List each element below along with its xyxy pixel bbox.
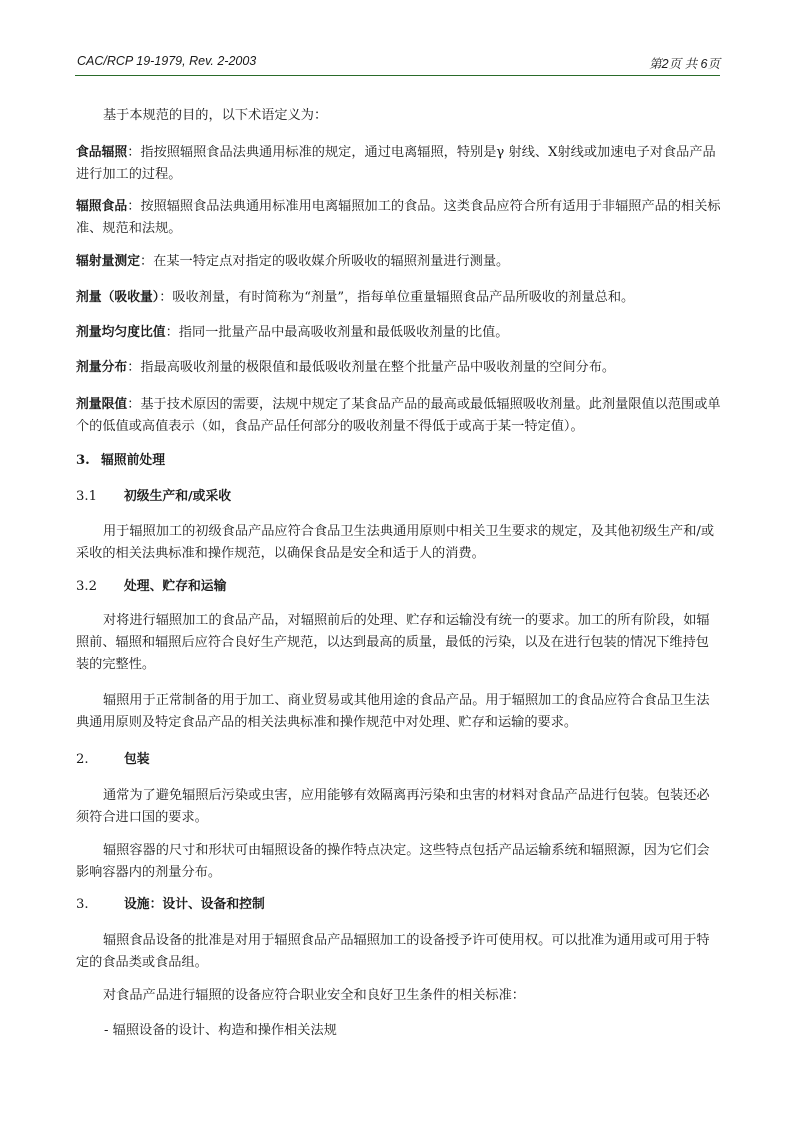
definition-text: 指同一批量产品中最高吸收剂量和最低吸收剂量的比值。: [178, 325, 509, 340]
definition-term: 剂量（吸收量）: [76, 290, 160, 305]
definition-term: 辐照食品: [76, 199, 128, 214]
definition-dose-uniformity-ratio: 剂量均匀度比值：指同一批量产品中最高吸收剂量和最低吸收剂量的比值。: [76, 325, 509, 340]
definition-text: 基于技术原因的需要，法规中规定了某食品产品的最高或最低辐照吸收剂量。此剂量限值以范围或单个的低值或高值表示（如，食品产品任何部分的吸收剂量不得低于或高于某一特定值）。: [76, 397, 721, 434]
section-number: 3.: [76, 897, 89, 912]
definition-dose: 剂量（吸收量）：吸收剂量，有时简称为“剂量”，指每单位重量辐照食品产品所吸收的剂量总和。: [76, 290, 635, 305]
definition-term: 剂量分布: [76, 360, 128, 375]
document-reference: CAC/RCP 19-1979, Rev. 2-2003: [77, 54, 257, 68]
section-title: 设施：设计、设备和控制: [124, 897, 265, 912]
definition-term: 剂量限值: [76, 397, 128, 412]
definition-term: 辐射量测定: [76, 254, 140, 269]
paragraph-handling: 对将进行辐照加工的食品产品，对辐照前后的处理、贮存和运输没有统一的要求。加工的所有阶段，如辐照前、辐照和辐照后应符合良好生产规范，以达到最高的质量，最低的污染，以及在进行包装的情况下维持包装的完整性。: [76, 613, 710, 672]
section-number: 2.: [76, 752, 89, 767]
definition-text: 指按照辐照食品法典通用标准的规定，通过电离辐照，特别是γ 射线、X射线或加速电子对食品产品进行加工的过程。: [76, 145, 716, 182]
definition-text: 吸收剂量，有时简称为“剂量”，指每单位重量辐照食品产品所吸收的剂量总和。: [172, 290, 635, 305]
definition-dose-limit: 剂量限值：基于技术原因的需要，法规中规定了某食品产品的最高或最低辐照吸收剂量。此剂量限值以范围或单个的低值或高值表示（如，食品产品任何部分的吸收剂量不得低于或高于某一特定值）。: [76, 397, 721, 434]
paragraph-primary-production: 用于辐照加工的初级食品产品应符合食品卫生法典通用原则中相关卫生要求的规定，及其他初级生产和/或采收的相关法典标准和操作规范，以确保食品是安全和适于人的消费。: [76, 524, 715, 561]
page-header: [75, 54, 720, 72]
definition-term: 剂量均匀度比值: [76, 325, 166, 340]
section-title: 包装: [124, 752, 150, 767]
definition-irradiated-food: 辐照食品：按照辐照食品法典通用标准用电离辐照加工的食品。这类食品应符合所有适用于非辐照产品的相关标准、规范和法规。: [76, 199, 721, 236]
paragraph-commercial-use: 辐照用于正常制备的用于加工、商业贸易或其他用途的食品产品。用于辐照加工的食品应符合食品卫生法典通用原则及特定食品产品的相关法典标准和操作规范中对处理、贮存和运输的要求。: [76, 693, 710, 730]
subsection-title: 处理、贮存和运输: [124, 579, 227, 594]
section-title: 辐照前处理: [101, 453, 165, 468]
subsection-number: 3.2: [76, 579, 97, 594]
subsection-heading-3-2: [76, 576, 226, 598]
paragraph-safety-standards: 对食品产品进行辐照的设备应符合职业安全和良好卫生条件的相关标准：: [103, 988, 525, 1003]
section-heading-packaging: [76, 749, 150, 771]
paragraph-container: 辐照容器的尺寸和形状可由辐照设备的操作特点决定。这些特点包括产品运输系统和辐照源，因为它们会影响容器内的剂量分布。: [76, 843, 710, 880]
definition-text: 指最高吸收剂量的极限值和最低吸收剂量在整个批量产品中吸收剂量的空间分布。: [140, 360, 616, 375]
page-number: 第2页 共 6页: [649, 57, 720, 71]
paragraph-packaging: 通常为了避免辐照后污染或虫害，应用能够有效隔离再污染和虫害的材料对食品产品进行包装。包装还必须符合进口国的要求。: [76, 788, 710, 825]
definition-text: 按照辐照食品法典通用标准用电离辐照加工的食品。这类食品应符合所有适用于非辐照产品的相关标准、规范和法规。: [76, 199, 721, 236]
definition-food-irradiation: 食品辐照：指按照辐照食品法典通用标准的规定，通过电离辐照，特别是γ 射线、X射线或加速电子对食品产品进行加工的过程。: [76, 145, 716, 182]
section-heading-pre-irradiation: [76, 450, 165, 472]
subsection-number: 3.1: [76, 489, 97, 504]
definition-term: 食品辐照: [76, 145, 128, 160]
definition-dose-distribution: 剂量分布：指最高吸收剂量的极限值和最低吸收剂量在整个批量产品中吸收剂量的空间分布。: [76, 360, 616, 375]
intro-paragraph: 基于本规范的目的，以下术语定义为：: [103, 108, 328, 123]
section-heading-facilities: [76, 894, 265, 916]
paragraph-facility-approval: 辐照食品设备的批准是对用于辐照食品产品辐照加工的设备授予许可使用权。可以批准为通用或可用于特定的食品类或食品组。: [76, 933, 710, 970]
list-item: - 辐照设备的设计、构造和操作相关法规: [104, 1023, 337, 1038]
definition-text: 在某一特定点对指定的吸收媒介所吸收的辐照剂量进行测量。: [153, 254, 510, 269]
header-divider: [75, 75, 720, 76]
section-number: 3.: [76, 453, 90, 468]
subsection-heading-3-1: [76, 486, 231, 508]
subsection-title: 初级生产和/或采收: [124, 489, 232, 504]
definition-dosimetry: 辐射量测定：在某一特定点对指定的吸收媒介所吸收的辐照剂量进行测量。: [76, 254, 510, 269]
